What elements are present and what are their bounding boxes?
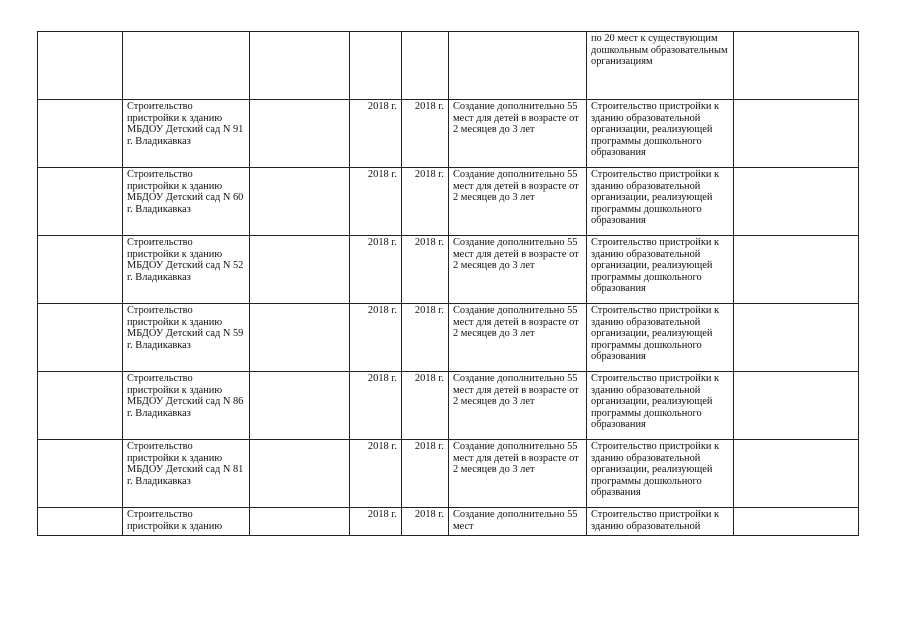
cell-description: Строительство пристройки к зданию образовательной организации, реализующей программы дошкольного образования (587, 372, 734, 440)
cell-start-year: 2018 г. (350, 508, 402, 536)
cell-start-year: 2018 г. (350, 236, 402, 304)
cell-end-year: 2018 г. (402, 508, 449, 536)
cell-description: Строительство пристройки к зданию образовательной организации, реализующей программы дошкольного образования (587, 168, 734, 236)
cell-end-year: 2018 г. (402, 372, 449, 440)
cell-object: Строительство пристройки к зданию МБДОУ Детский сад N 52 г. Владикавказ (123, 236, 250, 304)
cell-number (38, 32, 123, 100)
cell-result: Создание дополнительно 55 мест для детей в возрасте от 2 месяцев до 3 лет (449, 100, 587, 168)
cell-end-year: 2018 г. (402, 304, 449, 372)
cell-number (38, 440, 123, 508)
cell-end-year: 2018 г. (402, 236, 449, 304)
cell-result: Создание дополнительно 55 мест для детей в возрасте от 2 месяцев до 3 лет (449, 236, 587, 304)
cell-object: Строительство пристройки к зданию МБДОУ Детский сад N 59 г. Владикавказ (123, 304, 250, 372)
cell-empty (250, 508, 350, 536)
cell-start-year: 2018 г. (350, 304, 402, 372)
construction-plan-table (37, 31, 859, 536)
table-row (38, 372, 859, 440)
cell-object: Строительство пристройки к зданию МБДОУ Детский сад N 91 г. Владикавказ (123, 100, 250, 168)
cell-object: Строительство пристройки к зданию МБДОУ Детский сад N 86 г. Владикавказ (123, 372, 250, 440)
cell-note (734, 440, 859, 508)
cell-note (734, 32, 859, 100)
cell-note (734, 508, 859, 536)
cell-end-year: 2018 г. (402, 440, 449, 508)
cell-object: Строительство пристройки к зданию МБДОУ Детский сад N 81 г. Владикавказ (123, 440, 250, 508)
cell-number (38, 508, 123, 536)
cell-note (734, 168, 859, 236)
cell-note (734, 372, 859, 440)
cell-empty (250, 100, 350, 168)
cell-empty (250, 372, 350, 440)
table-body (38, 32, 859, 536)
cell-note (734, 100, 859, 168)
cell-end-year (402, 32, 449, 100)
table-row (38, 168, 859, 236)
cell-result (449, 32, 587, 100)
cell-start-year (350, 32, 402, 100)
cell-start-year: 2018 г. (350, 100, 402, 168)
cell-empty (250, 32, 350, 100)
cell-result: Создание дополнительно 55 мест для детей в возрасте от 2 месяцев до 3 лет (449, 440, 587, 508)
table-row (38, 304, 859, 372)
cell-description: Строительство пристройки к зданию образовательной организации, реализующей программы дошкольного образования (587, 100, 734, 168)
cell-end-year: 2018 г. (402, 100, 449, 168)
cell-description: Строительство пристройки к зданию образовательной (587, 508, 734, 536)
cell-empty (250, 304, 350, 372)
cell-empty (250, 236, 350, 304)
cell-number (38, 236, 123, 304)
cell-result: Создание дополнительно 55 мест для детей в возрасте от 2 месяцев до 3 лет (449, 304, 587, 372)
cell-description: Строительство пристройки к зданию образовательной организации, реализующей программы дошкольного образования (587, 304, 734, 372)
cell-number (38, 168, 123, 236)
cell-object: Строительство пристройки к зданию (123, 508, 250, 536)
cell-result: Создание дополнительно 55 мест (449, 508, 587, 536)
cell-object: Строительство пристройки к зданию МБДОУ Детский сад N 60 г. Владикавказ (123, 168, 250, 236)
cell-empty (250, 440, 350, 508)
cell-empty (250, 168, 350, 236)
cell-description: Строительство пристройки к зданию образовательной организации, реализующей программы дошкольного образвания (587, 440, 734, 508)
cell-note (734, 236, 859, 304)
table-row (38, 100, 859, 168)
cell-description: Строительство пристройки к зданию образовательной организации, реализующей программы дошкольного образования (587, 236, 734, 304)
table-row-truncated (38, 508, 859, 536)
cell-number (38, 100, 123, 168)
cell-start-year: 2018 г. (350, 372, 402, 440)
table-row-continuation (38, 32, 859, 100)
cell-note (734, 304, 859, 372)
cell-object (123, 32, 250, 100)
cell-description: по 20 мест к существующим дошкольным образовательным организациям (587, 32, 734, 100)
cell-end-year: 2018 г. (402, 168, 449, 236)
cell-number (38, 372, 123, 440)
table-row (38, 440, 859, 508)
cell-start-year: 2018 г. (350, 168, 402, 236)
cell-result: Создание дополнительно 55 мест для детей в возрасте от 2 месяцев до 3 лет (449, 168, 587, 236)
cell-start-year: 2018 г. (350, 440, 402, 508)
table-row (38, 236, 859, 304)
cell-result: Создание дополнительно 55 мест для детей в возрасте от 2 месяцев до 3 лет (449, 372, 587, 440)
cell-number (38, 304, 123, 372)
